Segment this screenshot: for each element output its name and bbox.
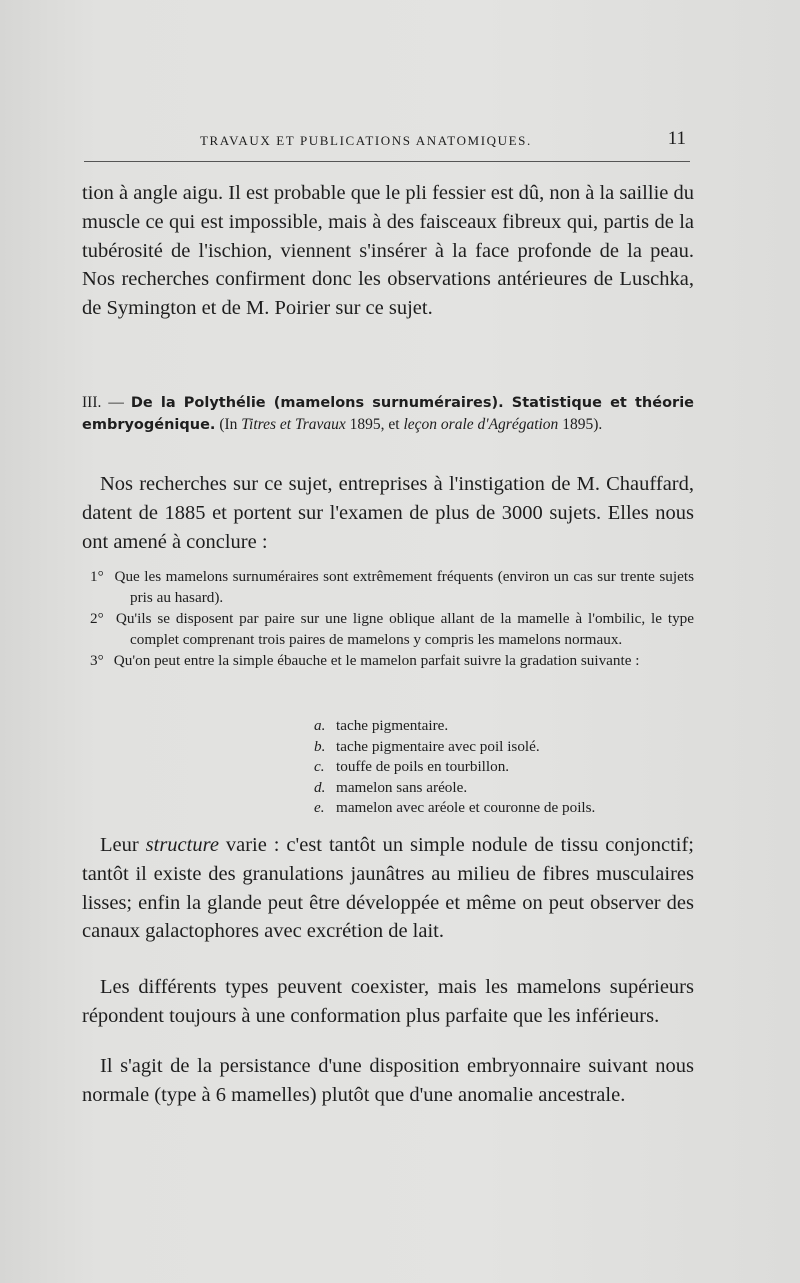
section-ref-lecon: leçon orale d'Agrégation [403,416,559,433]
sublist-item [314,757,694,778]
section-ref-mid: 1895, et [349,416,400,433]
sublist-item [314,778,694,799]
page-number: 11 [667,128,686,149]
sublist-item [314,798,694,819]
page-header [82,128,692,152]
sublist-letter: b. [314,737,326,755]
section-heading [82,392,694,436]
sublist-text: touffe de poils en tourbillon. [336,758,510,776]
sublist-text: mamelon avec aréole et couronne de poils. [336,799,596,817]
running-title: TRAVAUX ET PUBLICATIONS ANATOMIQUES. [200,133,532,148]
section-title: De la Polythélie (mamelons surnuméraires). Statistique et théorie embryogénique. [82,395,694,433]
paragraph-3 [82,831,694,946]
paragraph-3-emphasis: structure [145,834,219,856]
list-item: 2° Qu'ils se disposent par paire sur une ligne oblique allant de la mamelle à l'ombilic, le type complet comprenant trois paires de mamelons y compris les mamelons normaux. [90,610,694,648]
sublist-text: tache pigmentaire. [336,717,449,734]
gradation-list [314,716,694,819]
list-text: Qu'ils se disposent par paire sur une ligne oblique allant de la mamelle à l'ombilic, le type complet comprenant trois paires de mamelons y compris les mamelons normaux. [115,610,694,648]
paragraph-1: tion à angle aigu. Il est probable que le pli fessier est dû, non à la saillie du muscle ce qui est impossible, mais à des faisceaux fibreux qui, partis de la tubérosité de l'ischion, viennent s'insérer à la face profonde de la peau. Nos recherches confirment donc les observations antérieures de Luschka, de Symington et de M. Poirier sur ce sujet. [82,182,694,320]
paragraph-5: Il s'agit de la persistance d'une disposition embryonnaire suivant nous normale (type à 6 mamelles) plutôt que d'une anomalie ancestrale. [82,1055,694,1106]
section-ref-open: (In [219,416,238,433]
list-item: 1° Que les mamelons surnuméraires sont extrêmement fréquents (environ un cas sur trente sujets pris au hasard). [90,568,694,606]
paragraph-3-rest: varie : c'est tantôt un simple nodule de tissu conjonctif; tantôt il existe des granulations jaunâtres au milieu de fibres musculaires lisses; enfin la glande peut être développée et même on peut observer des canaux galactophores avec excrétion de lait. [82,834,695,943]
sublist-text: tache pigmentaire avec poil isolé. [336,737,540,755]
list-item: 3° Qu'on peut entre la simple ébauche et le mamelon parfait suivre la gradation suivante : [90,652,640,669]
paragraph-4: Les différents types peuvent coexister, mais les mamelons supérieurs répondent toujours à une conformation plus parfaite que les inférieurs. [82,976,694,1027]
sublist-letter: d. [314,778,326,796]
list-text: Que les mamelons surnuméraires sont extrêmement fréquents (environ un cas sur trente sujets pris au hasard). [114,568,694,606]
sublist-item [314,716,694,737]
paragraph-3-lead: Leur [100,834,139,856]
sublist-item [314,737,694,758]
section-ref-titres: Titres et Travaux [241,416,346,433]
sublist-letter: e. [314,799,325,817]
paragraph-2: Nos recherches sur ce sujet, entreprises à l'instigation de M. Chauffard, datent de 1885 et portent sur l'examen de plus de 3000 sujets. Elles nous ont amené à conclure : [82,473,694,553]
sublist-text: mamelon sans aréole. [336,778,468,796]
section-number: III. — [82,394,124,411]
list-text: Qu'on peut entre la simple ébauche et le mamelon parfait suivre la gradation suivante : [113,652,640,669]
conclusion-list [82,567,694,672]
sublist-letter: c. [314,758,325,776]
sublist-letter: a. [314,717,326,734]
section-ref-close: 1895). [562,416,603,433]
header-rule [84,161,690,162]
